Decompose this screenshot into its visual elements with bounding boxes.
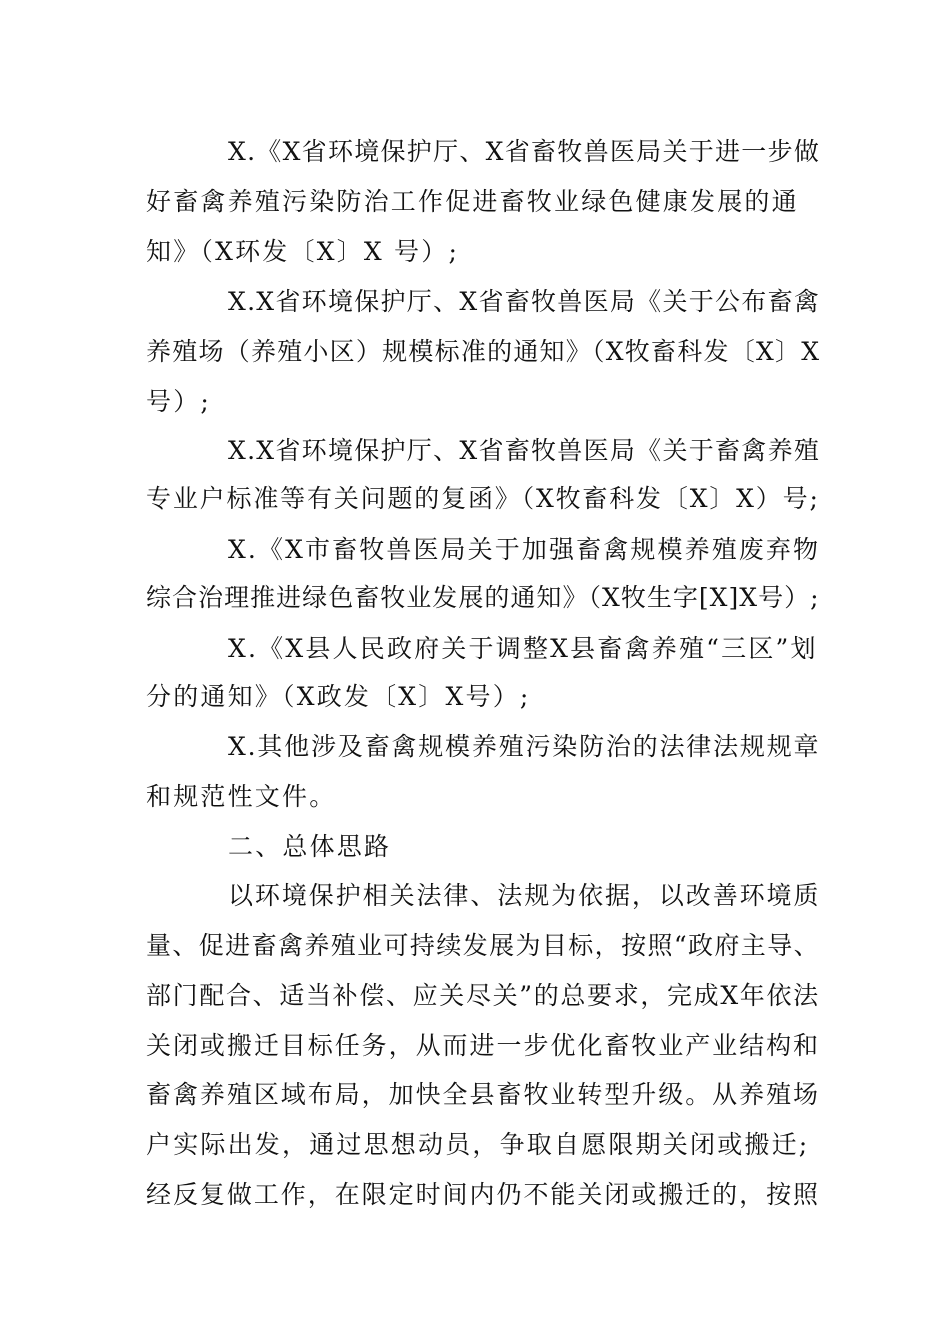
doc-line-16: 以环境保护相关法律、法规为依据，以改善环境质 [228,881,821,910]
doc-line-21: 户实际出发，通过思想动员，争取自愿限期关闭或搬迁; [146,1130,810,1159]
doc-line-7: X.X省环境保护厅、X省畜牧兽医局《关于畜禽养殖 [228,436,821,465]
doc-line-18: 部门配合、适当补偿、应关尽关”的总要求，完成X年依法 [146,981,820,1010]
doc-line-6: 号）; [146,387,212,416]
doc-line-11: X.《X县人民政府关于调整X县畜禽养殖“三区”划 [228,634,818,663]
doc-line-2: 好畜禽养殖污染防治工作促进畜牧业绿色健康发展的通 [146,187,799,216]
doc-line-22: 经反复做工作，在限定时间内仍不能关闭或搬迁的，按照 [146,1180,821,1209]
doc-line-17: 量、促进畜禽养殖业可持续发展为目标，按照“政府主导、 [146,931,820,960]
section-heading: 二、总体思路 [228,832,392,861]
doc-line-10: 综合治理推进绿色畜牧业发展的通知》（X牧生字[X]X号）; [146,583,820,612]
doc-line-20: 畜禽养殖区域布局，加快全县畜牧业转型升级。从养殖场 [146,1080,821,1109]
doc-line-3: 知》（X环发〔X〕X 号）; [146,237,460,266]
doc-line-14: 和规范性文件。 [146,782,337,811]
doc-line-8: 专业户标准等有关问题的复函》（X牧畜科发〔X〕X）号; [146,484,820,513]
doc-line-12: 分的通知》（X政发〔X〕X号）; [146,682,531,711]
doc-line-9: X.《X市畜牧兽医局关于加强畜禽规模养殖废弃物 [228,535,821,564]
doc-line-5: 养殖场（养殖小区）规模标准的通知》（X牧畜科发〔X〕X [146,337,821,366]
doc-line-4: X.X省环境保护厅、X省畜牧兽医局《关于公布畜禽 [228,287,821,316]
doc-line-1: X.《X省环境保护厅、X省畜牧兽医局关于进一步做 [228,137,821,166]
doc-line-13: X.其他涉及畜禽规模养殖污染防治的法律法规规章 [228,732,821,761]
doc-line-19: 关闭或搬迁目标任务，从而进一步优化畜牧业产业结构和 [146,1031,821,1060]
